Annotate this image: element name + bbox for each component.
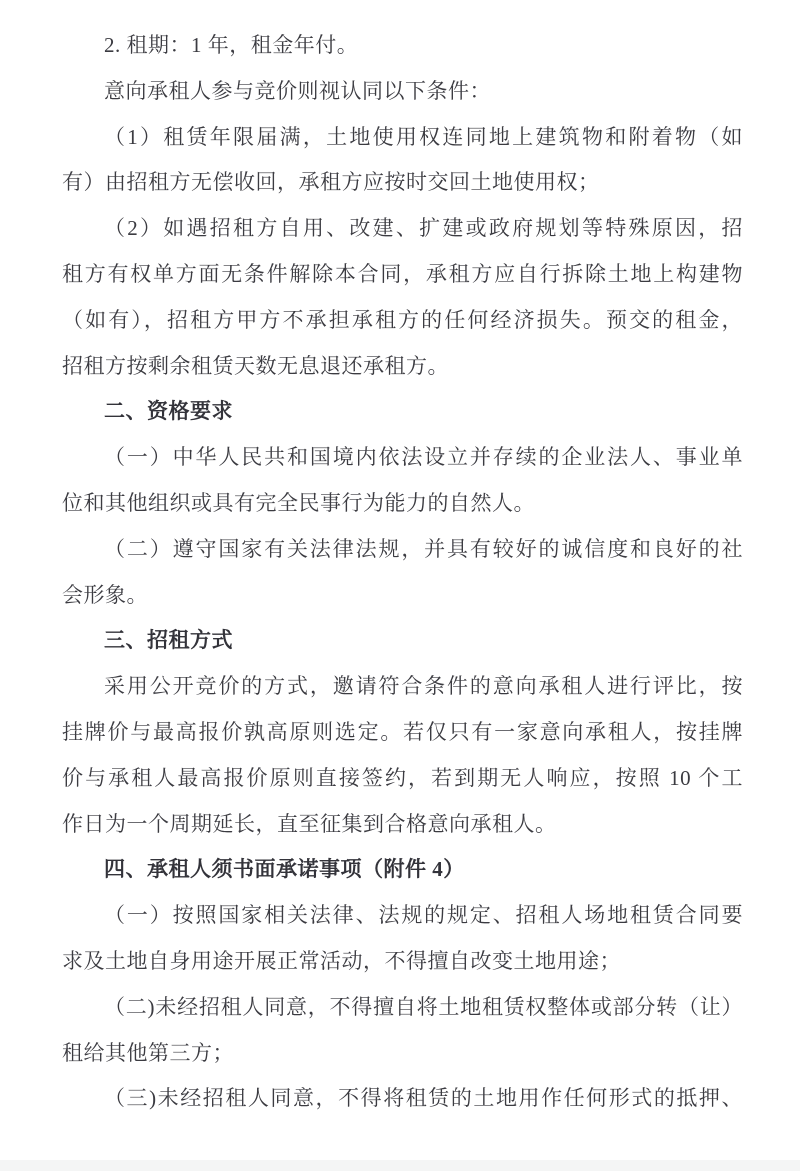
section-heading: 二、资格要求 [104,399,233,424]
text-line: （二）遵守国家有关法律法规，并具有较好的诚信度和良好的社 [104,536,743,561]
page-bottom-edge [0,1160,800,1171]
text-line: 租给其他第三方； [62,1040,234,1065]
text-line: 招租方按剩余租赁天数无息退还承租方。 [62,353,449,378]
text-line: （2）如遇招租方自用、改建、扩建或政府规划等特殊原因，招 [104,216,743,241]
text-line: 会形象。 [62,582,148,607]
document-body-text [62,23,743,1122]
text-line: （一）中华人民共和国境内依法设立并存续的企业法人、事业单 [104,445,743,470]
text-line: （一）按照国家相关法律、法规的规定、招租人场地租赁合同要 [104,903,743,928]
text-line: 求及土地自身用途开展正常活动，不得擅自改变土地用途； [62,948,621,973]
text-line: 作日为一个周期延长，直至征集到合格意向承租人。 [62,811,557,836]
text-line: 位和其他组织或具有完全民事行为能力的自然人。 [62,490,535,515]
text-line: 挂牌价与最高报价孰高原则选定。若仅只有一家意向承租人，按挂牌 [62,719,743,744]
text-line: 意向承租人参与竞价则视认同以下条件： [104,78,491,103]
section-heading: 三、招租方式 [104,628,233,653]
text-line: 有）由招租方无偿收回，承租方应按时交回土地使用权； [62,170,600,195]
text-line: 租方有权单方面无条件解除本合同，承租方应自行拆除土地上构建物 [62,261,743,286]
text-line: （三)未经招租人同意，不得将租赁的土地用作任何形式的抵押、 [104,1086,743,1111]
text-line: 采用公开竞价的方式，邀请符合条件的意向承租人进行评比，按 [104,674,743,699]
text-line: （1）租赁年限届满，土地使用权连同地上建筑物和附着物（如 [104,124,743,149]
text-line: 2. 租期：1 年，租金年付。 [104,33,359,57]
text-line: 价与承租人最高报价原则直接签约，若到期无人响应，按照 10 个工 [62,765,743,790]
text-line: （二)未经招租人同意，不得擅自将土地租赁权整体或部分转（让） [104,994,743,1019]
section-heading: 四、承租人须书面承诺事项（附件 4） [104,857,465,882]
text-line: （如有），招租方甲方不承担承租方的任何经济损失。预交的租金， [62,307,743,332]
